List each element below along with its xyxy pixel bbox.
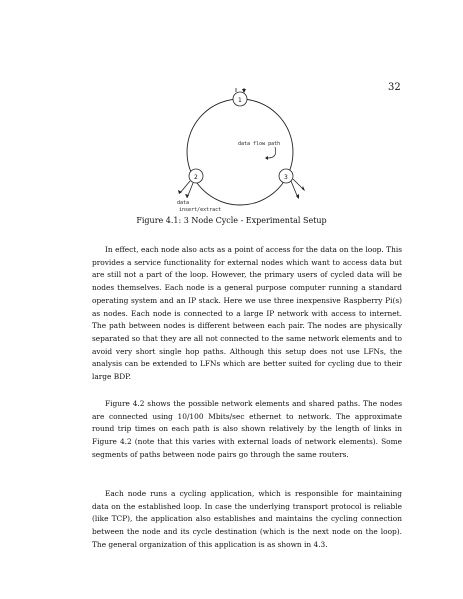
insert-annotation: data [177,200,190,206]
figure-caption: Figure 4.1: 3 Node Cycle - Experimental Setup [136,216,327,225]
node-2-label: 2 [194,174,198,181]
flow-path-annotation: data flow path [238,141,281,147]
cycle-diagram [160,88,310,218]
body-paragraph-2 [92,398,402,462]
figure-3-node-cycle [160,88,310,218]
node-3-label: 3 [284,174,288,181]
loop-circle [187,99,293,205]
body-paragraph-1 [92,244,402,384]
paragraph-1-text: In effect, each node also acts as a point of access for the data on the loop. This provides a service functionality for external nodes which want to access data but are still not a part of the loop. However, the primary users of cycled data will be nodes themselves. Each node is a general purpose computer running a standard operating system and an IP stack. Here we use three inexpensive Raspberry Pi(s) as nodes. Each node is connected to a large IP network with access to internet. The path between nodes is different between each pair. The nodes are physically separated so that they are all not connected to the same network elements and to avoid very short single hop paths. Although this setup does not use LFNs, the analysis can be extended to LFNs which are better suited for cycling due to their large BDP. [92,245,402,382]
paragraph-3-text: Each node runs a cycling application, which is responsible for maintaining data on the established loop. In case the underlying transport protocol is reliable (like TCP), the application also establishes and maintains the cycling connection between the node and its cycle destination (which is the next node on the loop). The general organization of this application is as shown in 4.3. [92,489,402,549]
node-1-label: 1 [238,97,242,104]
body-paragraph-3 [92,488,402,552]
insert-extract-annotation: insert/extract [179,207,222,213]
paragraph-2-text: Figure 4.2 shows the possible network elements and shared paths. The nodes are connected using 10/100 Mbits/sec ethernet to network. The approximate round trip times on each path is also shown relatively by the length of links in Figure 4.2 (note that this varies with external loads of network elements). Some segments of paths between node pairs go through the same routers. [92,399,402,459]
page-number: 32 [388,82,401,93]
